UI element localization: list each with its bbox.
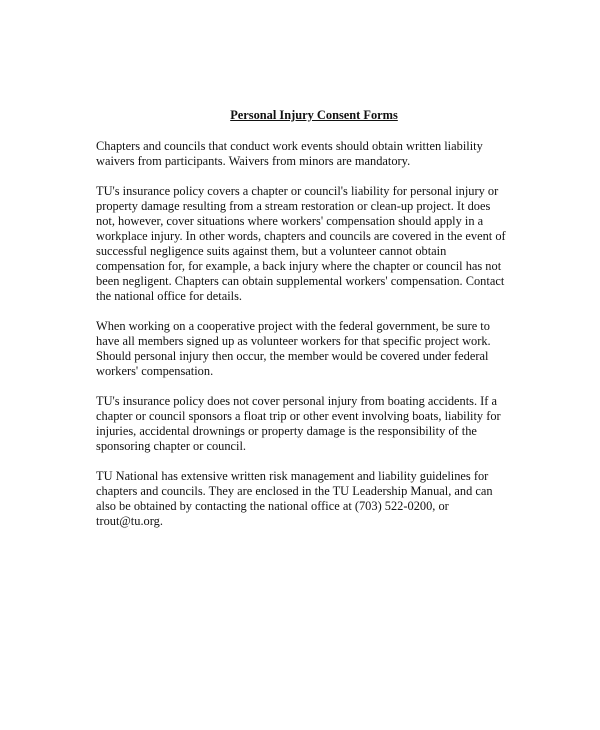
text-line: waivers from participants. Waivers from minors are mandatory. xyxy=(96,154,411,168)
text-line: When working on a cooperative project with the federal government, be sure to xyxy=(96,319,490,333)
text-line: TU National has extensive written risk management and liability guidelines for xyxy=(96,469,489,483)
text-line: injuries, accidental drownings or property damage is the responsibility of the xyxy=(96,424,477,438)
text-line: workers' compensation. xyxy=(96,364,214,378)
text-line: chapter or council sponsors a float trip or other event involving boats, liability for xyxy=(96,409,501,423)
text-line: Chapters and councils that conduct work events should obtain written liability xyxy=(96,139,483,153)
contact-email: trout@tu.org. xyxy=(96,514,163,528)
text-line: the national office for details. xyxy=(96,289,242,303)
text-line: have all members signed up as volunteer workers for that specific project work. xyxy=(96,334,491,348)
text-line: property damage resulting from a stream restoration or clean-up project. It does xyxy=(96,199,491,213)
text-line: successful negligence suits against them, but a volunteer cannot obtain xyxy=(96,244,447,258)
text-line: sponsoring chapter or council. xyxy=(96,439,247,453)
paragraph-waivers xyxy=(96,139,516,169)
text-line: not, however, cover situations where workers' compensation should apply in a xyxy=(96,214,484,228)
text-line: compensation for, for example, a back injury where the chapter or council has not xyxy=(96,259,502,273)
text-line: TU's insurance policy does not cover personal injury from boating accidents. If a xyxy=(96,394,498,408)
document-body xyxy=(96,108,516,544)
paragraph-insurance-coverage xyxy=(96,184,516,304)
text-line: also be obtained by contacting the national office at (703) 522-0200, or xyxy=(96,499,449,513)
text-line: Should personal injury then occur, the member would be covered under federal xyxy=(96,349,489,363)
text-line: TU's insurance policy covers a chapter or council's liability for personal injury or xyxy=(96,184,499,198)
paragraph-federal-projects xyxy=(96,319,516,379)
text-line: been negligent. Chapters can obtain supplemental workers' compensation. Contact xyxy=(96,274,505,288)
document-title: Personal Injury Consent Forms xyxy=(230,108,398,122)
paragraph-guidelines xyxy=(96,469,516,529)
text-line: workplace injury. In other words, chapters and councils are covered in the event of xyxy=(96,229,506,243)
paragraph-boating-accidents xyxy=(96,394,516,454)
text-line: chapters and councils. They are enclosed in the TU Leadership Manual, and can xyxy=(96,484,493,498)
